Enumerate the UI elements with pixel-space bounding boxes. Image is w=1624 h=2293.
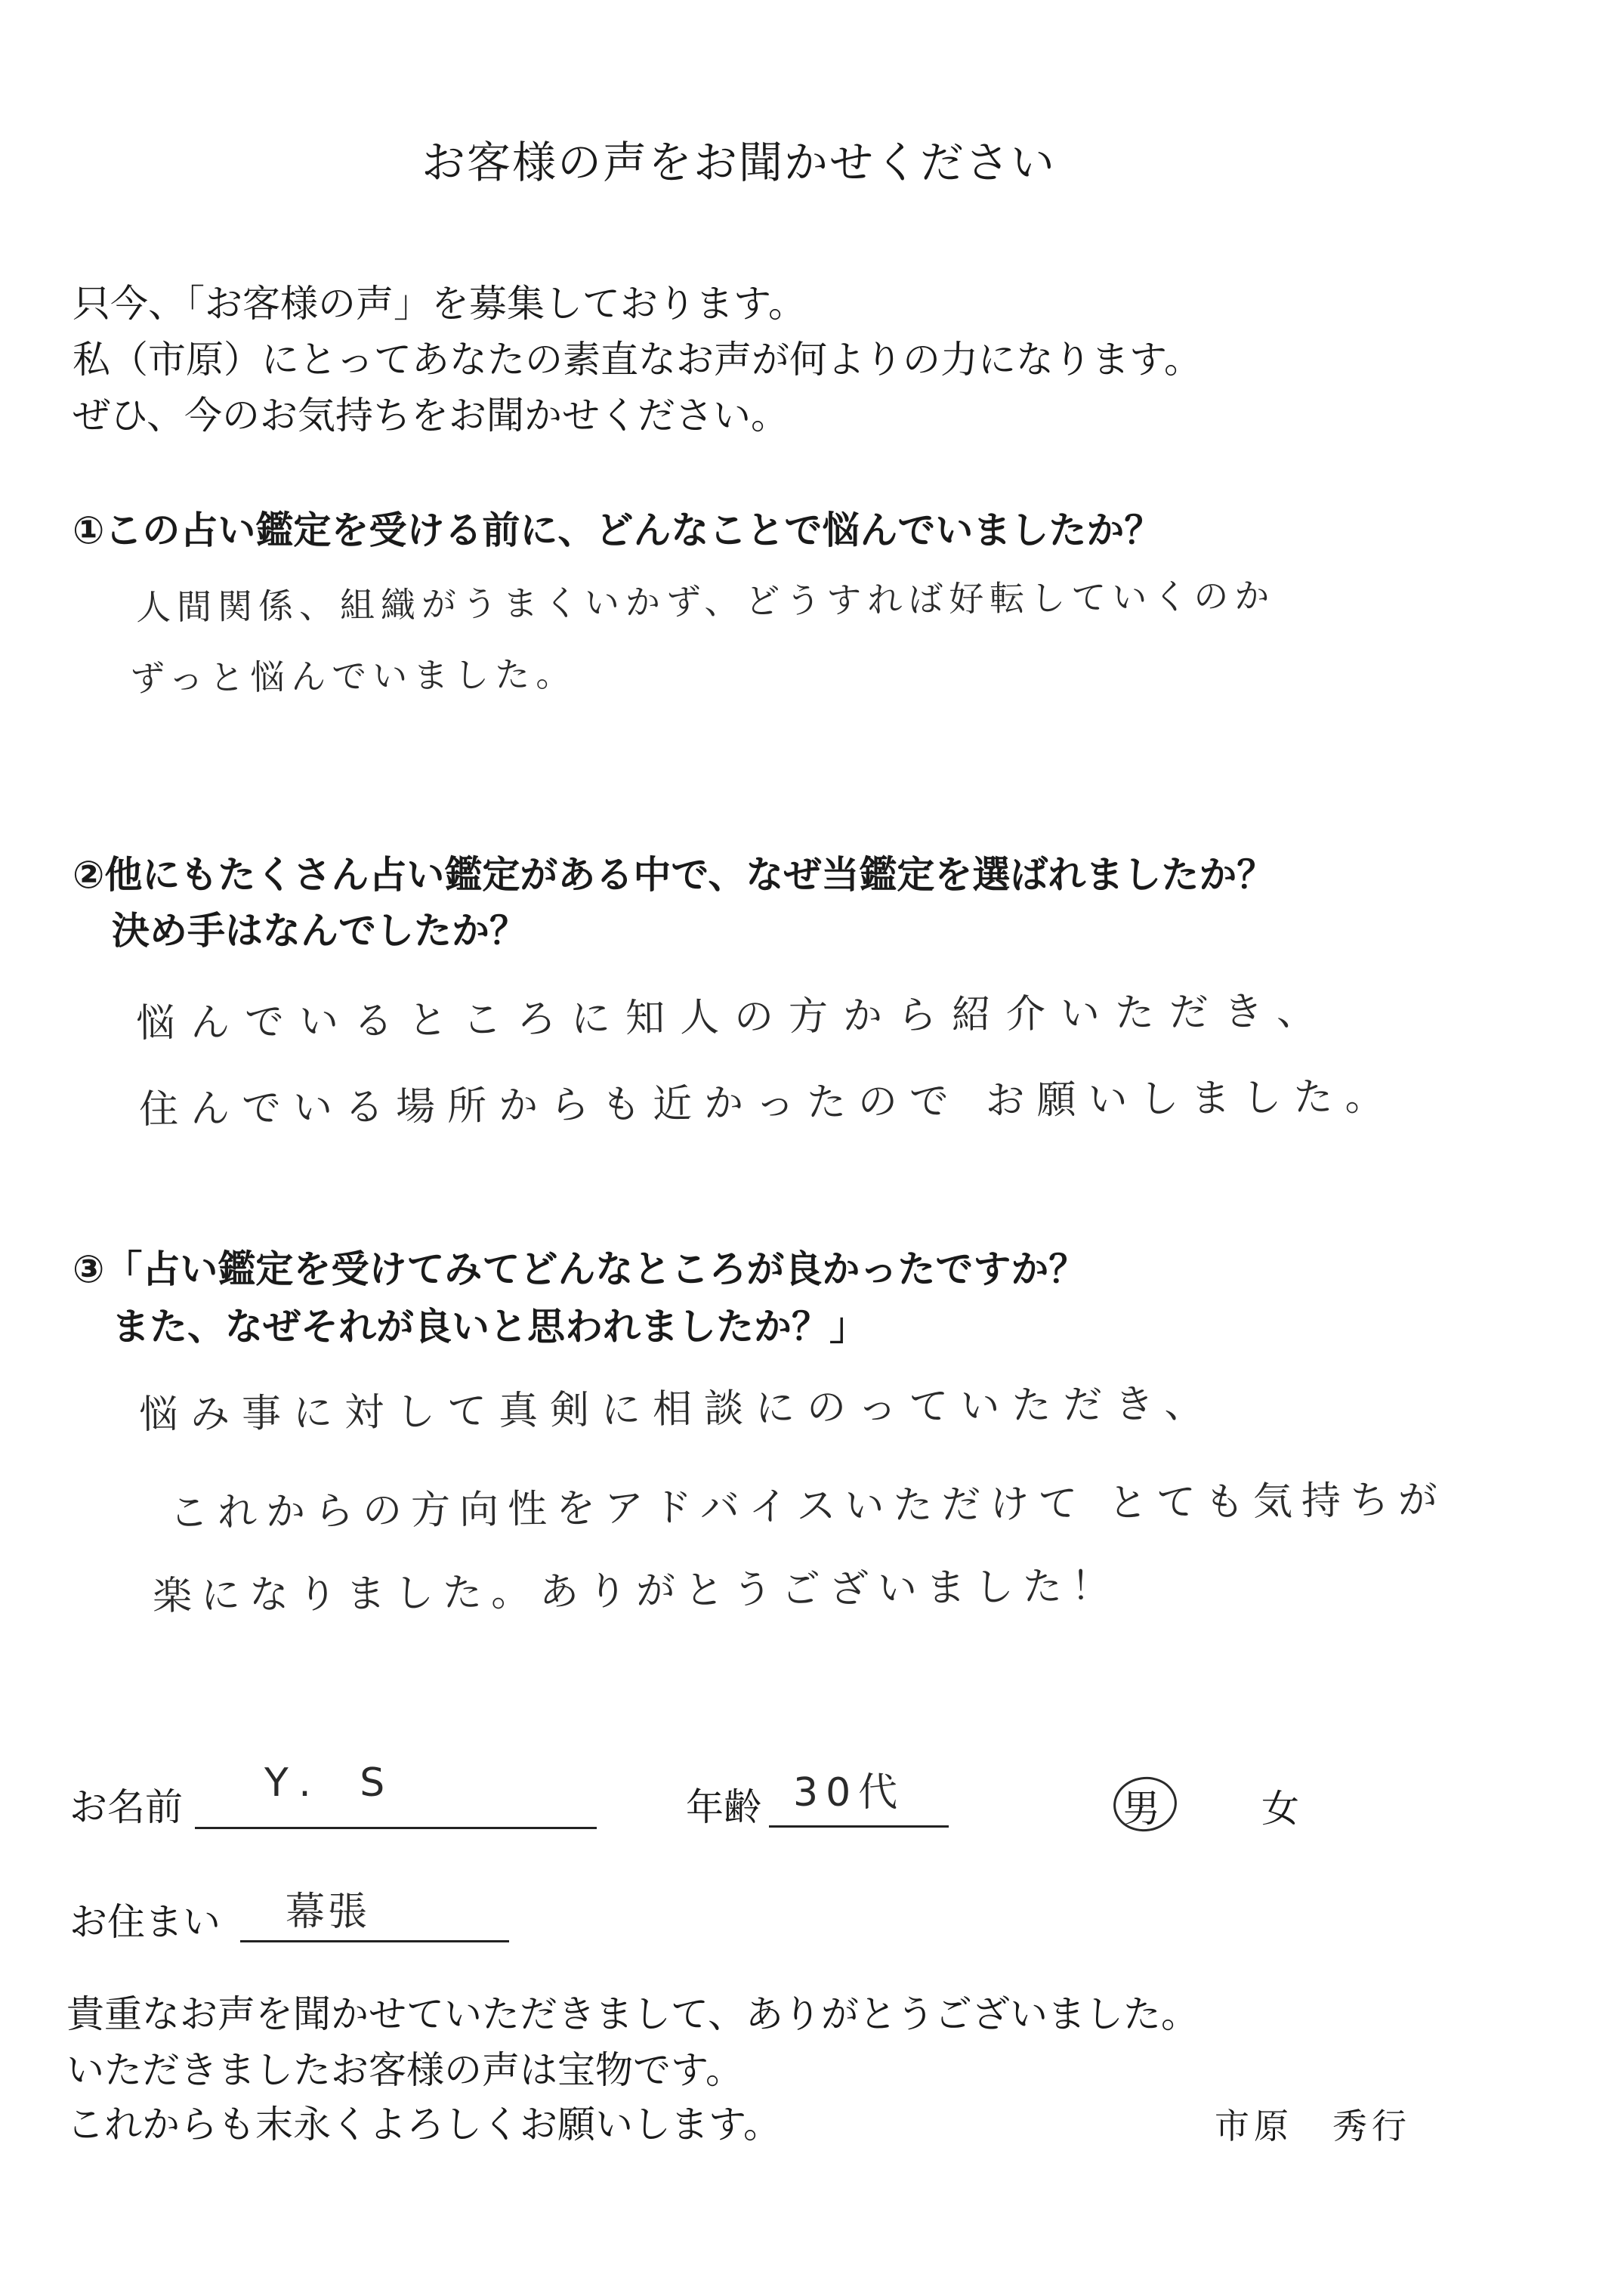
footer-line-3: これからも末永くよろしくお願いします。: [66, 2103, 781, 2146]
page-title: お客様の声をお聞かせください: [421, 137, 1057, 188]
footer-line-2: いただきましたお客様の声は宝物です。: [66, 2048, 743, 2092]
question-2-line-1: ②他にもたくさん占い鑑定がある中で、なぜ当鑑定を選ばれましたか？: [73, 853, 1275, 897]
answer-3-line-2: これからの方向性をアドバイスいただけて とても気持ちが: [168, 1477, 1447, 1536]
question-3-line-2: また、なぜそれが良いと思われましたか？」: [112, 1305, 867, 1349]
answer-2-line-2: 住んでいる場所からも近かったので お願いしました。: [138, 1074, 1397, 1133]
age-value: 30代: [793, 1770, 906, 1816]
address-value: 幕張: [286, 1890, 371, 1935]
gender-female-option: 女: [1261, 1787, 1299, 1831]
question-1: ①この占い鑑定を受ける前に、どんなことで悩んでいましたか？: [73, 508, 1162, 552]
intro-line-2: 私（市原）にとってあなたの素直なお声が何よりの力になります。: [73, 338, 1202, 382]
answer-1-line-2: ずっと悩んでいました。: [129, 653, 577, 699]
question-3-line-1: ③「占い鑑定を受けてみてどんなところが良かったですか？: [73, 1247, 1087, 1291]
age-label: 年齢: [686, 1785, 761, 1829]
answer-3-line-1: 悩み事に対して真剣に相談にのっていただき、: [138, 1381, 1216, 1438]
intro-line-3: ぜひ、今のお気持ちをお聞かせください。: [73, 394, 789, 437]
address-label: お住まい: [69, 1900, 221, 1944]
footer-line-1: 貴重なお声を聞かせていただきまして、ありがとうございました。: [66, 1992, 1199, 2036]
answer-1-line-1: 人間関係、組織がうまくいかず、どうすれば好転していくのか: [135, 575, 1276, 628]
address-underline: [240, 1940, 509, 1942]
gender-male-option: 男: [1122, 1787, 1160, 1831]
answer-2-line-1: 悩んでいるところに知人の方から紹介いただき、: [135, 988, 1332, 1046]
name-label: お名前: [69, 1785, 183, 1829]
gender-selected-circle: [1110, 1773, 1180, 1836]
answer-3-line-3: 楽になりました。ありがとうございました！: [152, 1563, 1120, 1619]
question-2-line-2: 決め手はなんでしたか？: [112, 909, 527, 953]
intro-line-1: 只今、「お客様の声」を募集しております。: [73, 282, 806, 326]
age-underline: [769, 1825, 949, 1828]
signature: 市原 秀行: [1215, 2106, 1411, 2146]
name-value: Y. S: [264, 1760, 403, 1806]
name-underline: [195, 1827, 597, 1829]
